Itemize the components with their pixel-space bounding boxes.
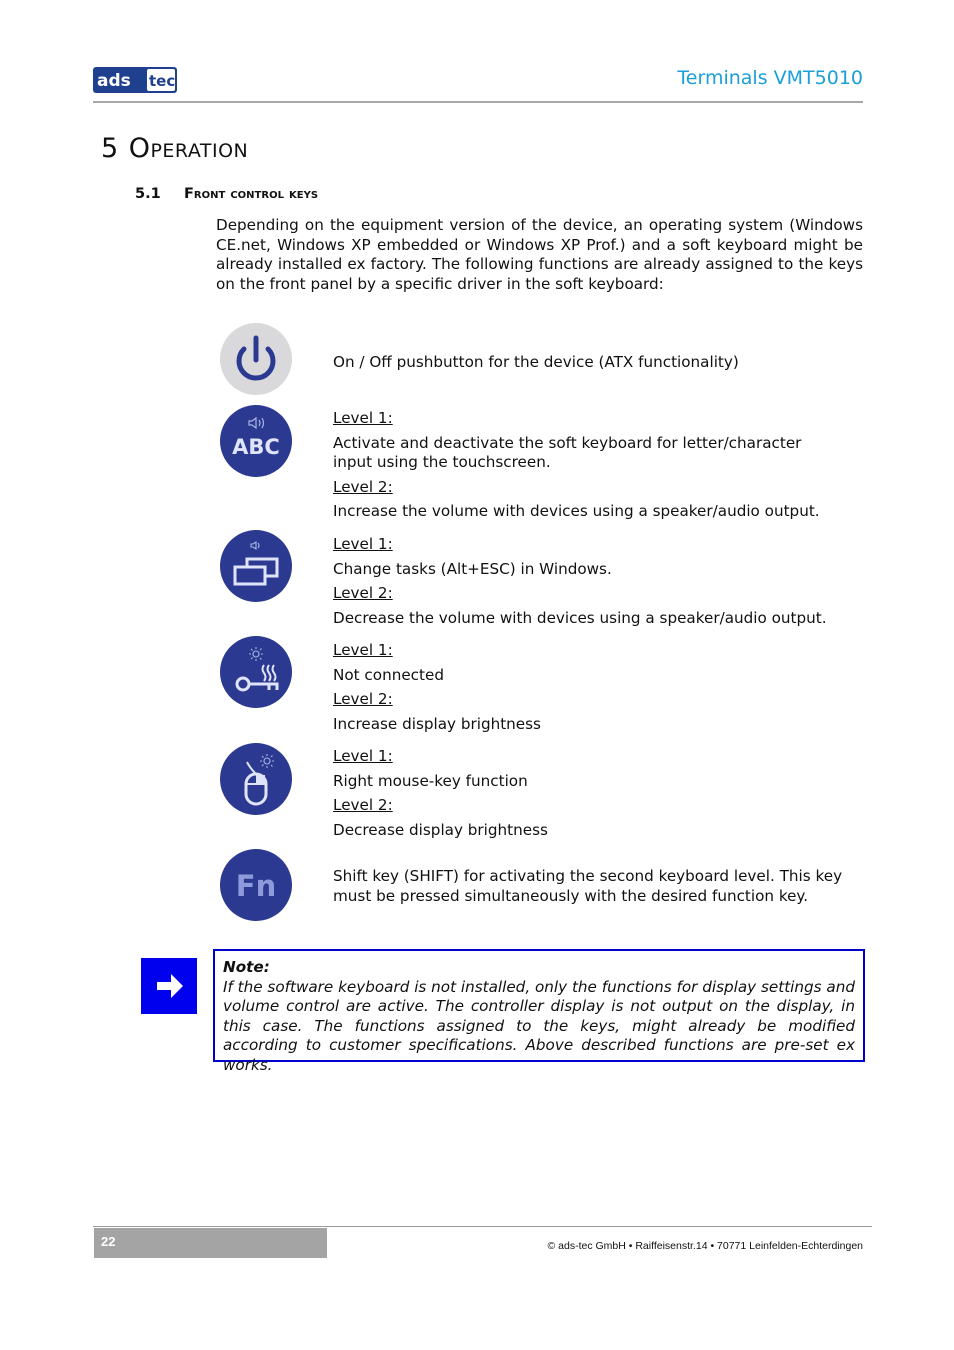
header-divider [93, 101, 863, 103]
level1-label: Level 1: [333, 535, 393, 553]
note-box [213, 949, 865, 1074]
level2-text: Increase the volume with devices using a speaker/audio output. [333, 502, 820, 520]
level2-label: Level 2: [333, 690, 393, 708]
chapter-number: 5 [101, 133, 119, 164]
level1-label: Level 1: [333, 409, 393, 427]
power-icon [219, 322, 293, 396]
level2-label: Level 2: [333, 477, 393, 496]
svg-text:ads: ads [97, 71, 131, 91]
note-heading: Note: [223, 958, 270, 976]
key-fn-text: Shift key (SHIFT) for activating the second keyboard level. This key must be pressed simultaneously with the desired function key. [333, 867, 843, 905]
page-number-bar [94, 1228, 327, 1258]
level2-text: Decrease display brightness [333, 820, 548, 839]
section-title: Front control keys [184, 186, 319, 202]
section-number: 5.1 [135, 186, 161, 202]
task-switch-icon [219, 529, 293, 603]
level1-text: Activate and deactivate the soft keyboard for letter/character input using the touchscreen. [333, 433, 802, 471]
footer-divider [93, 1226, 872, 1227]
key-power-text: On / Off pushbutton for the device (ATX functionality) [333, 353, 739, 371]
level1-text: Not connected [333, 665, 444, 684]
key-brightness-description [333, 641, 843, 739]
key-abc-description [333, 409, 843, 527]
level2-text: Decrease the volume with devices using a speaker/audio output. [333, 608, 827, 627]
level1-label: Level 1: [333, 747, 393, 765]
level2-label: Level 2: [333, 584, 393, 602]
ads-tec-logo [93, 67, 177, 93]
intro-paragraph: Depending on the equipment version of the device, an operating system (Windows CE.net, Windows XP embedded or Windows XP Prof.) and a soft keyboard might be already installed ex factory. The following functions are already assigned to the keys on the front panel by a specific driver in the soft keyboard: [216, 216, 863, 293]
fn-icon-label: Fn [235, 869, 277, 903]
abc-icon-label: ABC [232, 435, 280, 459]
footer-copyright: © ads-tec GmbH • Raiffeisenstr.14 • 70771 Leinfelden-Echterdingen [547, 1240, 863, 1252]
key-brightness-icon [219, 635, 293, 709]
level1-text: Right mouse-key function [333, 771, 528, 790]
fn-icon [219, 848, 293, 922]
arrow-right-icon [141, 958, 197, 1014]
document-title: Terminals VMT5010 [677, 67, 863, 89]
key-mouse-description [333, 747, 843, 845]
chapter-heading [101, 133, 248, 164]
chapter-title: Operation [128, 133, 249, 164]
level2-text: Increase display brightness [333, 714, 541, 733]
abc-keyboard-icon [219, 404, 293, 478]
level1-label: Level 1: [333, 641, 393, 659]
level1-text: Change tasks (Alt+ESC) in Windows. [333, 559, 612, 578]
key-power-description [333, 353, 843, 378]
key-task-description [333, 535, 843, 633]
mouse-brightness-icon [219, 742, 293, 816]
level2-label: Level 2: [333, 796, 393, 814]
svg-text:tec: tec [149, 72, 176, 90]
page-number: 22 [101, 1234, 116, 1249]
key-fn-description [333, 867, 843, 911]
section-heading [135, 186, 318, 202]
note-body: If the software keyboard is not installed, only the functions for display settings and volume control are active. The controller display is not output on the display, in this case. The functions assigned to the keys, might already be modified according to customer specifications. Above described functions are pre-set ex works. [223, 977, 855, 1074]
